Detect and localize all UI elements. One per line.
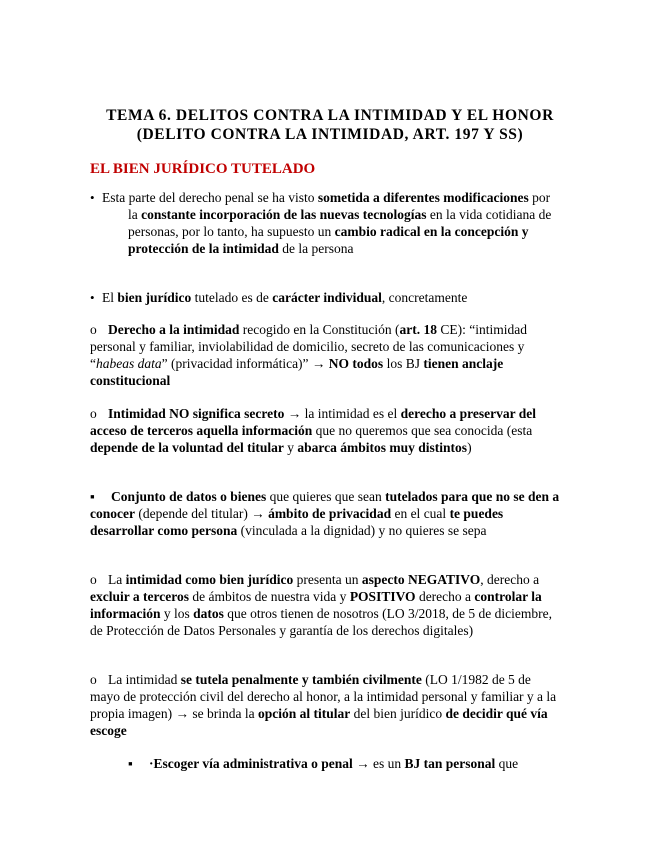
text-run: en el cual <box>391 506 450 521</box>
text-run: que otros tienen de nosotros (LO 3/2018, de 5 de diciembre, de Protección de Datos Personales y garantía de los derechos digitales) <box>90 606 552 638</box>
bold-run: Conjunto de datos o bienes <box>111 489 267 504</box>
bold-run: tutelados para que no se den a conocer <box>90 489 560 521</box>
sub-item <box>90 671 560 739</box>
text-run: de ámbitos de nuestra vida y <box>188 589 350 604</box>
sub-item <box>90 405 560 456</box>
text-run: ) <box>467 440 472 455</box>
text-run: de la persona <box>278 241 354 256</box>
bold-run: sometida a diferentes modificaciones <box>317 190 529 205</box>
bold-run: Intimidad NO significa secreto <box>108 406 285 421</box>
text-run: → es un <box>352 756 405 771</box>
bold-run: cambio radical en la concepción y protección de la intimidad <box>128 224 529 256</box>
sub-item <box>90 488 560 539</box>
document-title <box>60 106 600 144</box>
bold-run: derecho a preservar del acceso de terceros aquella información <box>90 406 536 438</box>
bullet-marker: • <box>90 190 95 205</box>
bold-run: de decidir qué vía escoge <box>90 706 548 738</box>
bullet-text <box>102 189 560 257</box>
bold-run: constante incorporación de las nuevas tecnologías <box>141 207 427 222</box>
bold-run: te puedes desarrollar como persona <box>90 506 504 538</box>
sub-marker: o <box>90 572 97 587</box>
text-run: El <box>102 290 118 305</box>
text-run: del bien jurídico <box>350 706 446 721</box>
bullet-text <box>102 289 560 306</box>
text-run: derecho a <box>415 589 475 604</box>
sub-marker: ▪ <box>128 756 133 771</box>
text-run: recogido en la Constitución ( <box>239 322 400 337</box>
sub-item <box>90 321 560 389</box>
bold-run: intimidad como bien jurídico <box>125 572 294 587</box>
sub-marker: o <box>90 322 97 337</box>
bullet-marker: • <box>90 290 95 305</box>
text-run: que no queremos que sea conocida (esta <box>312 423 533 438</box>
text-run: (vinculada a la dignidad) y no quieres se sepa <box>237 523 487 538</box>
bold-run: datos <box>193 606 224 621</box>
sub-item <box>90 571 560 639</box>
bold-run: art. 18 <box>399 322 437 337</box>
bold-run: NO todos <box>328 356 384 371</box>
bold-run: se tutela penalmente y también civilmente <box>180 672 422 687</box>
text-run: por la <box>128 190 551 222</box>
text-run: tutelado es de <box>191 290 273 305</box>
bold-run: POSITIVO <box>349 589 416 604</box>
text-run: → la intimidad es el <box>284 406 401 421</box>
bold-run: Derecho a la intimidad <box>108 322 240 337</box>
bold-run: bien jurídico <box>117 290 192 305</box>
text-run: que <box>495 756 519 771</box>
text-run: en la vida cotidiana de personas, por lo tanto, ha supuesto un <box>128 207 552 239</box>
text-run: que quieres que sean <box>266 489 386 504</box>
sub-sub-item <box>128 755 568 772</box>
text-run: (depende del titular) → <box>134 506 269 521</box>
text-run: CE): “intimidad personal y familiar, inviolabilidad de domicilio, secreto de las comunicaciones y “ <box>90 322 527 371</box>
bold-run: BJ tan personal <box>404 756 496 771</box>
bold-run: ámbito de privacidad <box>268 506 392 521</box>
bold-run: depende de la voluntad del titular <box>90 440 284 455</box>
title-line-1: TEMA 6. DELITOS CONTRA LA INTIMIDAD Y EL HONOR <box>106 107 554 124</box>
bold-run: tienen anclaje constitucional <box>90 356 504 388</box>
text-run: (LO 1/1982 de 5 de mayo de protección civil del derecho al honor, a la intimidad personal y familiar y a la propia imagen) → se brinda la <box>90 672 557 721</box>
text-run: La <box>108 572 126 587</box>
text-run: , concretamente <box>381 290 468 305</box>
text-run: , derecho a <box>480 572 540 587</box>
title-line-2: (DELITO CONTRA LA INTIMIDAD, ART. 197 Y SS) <box>136 126 524 143</box>
bold-run: ·Escoger vía administrativa o penal <box>149 756 353 771</box>
bold-run: controlar la información <box>90 589 542 621</box>
section-heading: EL BIEN JURÍDICO TUTELADO <box>90 161 316 177</box>
sub-marker: o <box>90 406 97 421</box>
sub-marker: ▪ <box>90 489 95 504</box>
bold-run: excluir a terceros <box>90 589 189 604</box>
text-run: Esta parte del derecho penal se ha visto <box>102 190 318 205</box>
sub-marker: o <box>90 672 97 687</box>
text-run: los BJ <box>383 356 424 371</box>
bold-run: abarca ámbitos muy distintos <box>297 440 468 455</box>
bold-run: opción al titular <box>257 706 351 721</box>
text-run: y <box>283 440 298 455</box>
bold-run: aspecto NEGATIVO <box>361 572 481 587</box>
text-run: La intimidad <box>108 672 181 687</box>
text-run: presenta un <box>293 572 362 587</box>
bold-run: carácter individual <box>272 290 382 305</box>
italic-run: habeas data <box>96 356 162 371</box>
text-run: y los <box>160 606 194 621</box>
text-run: ” (privacidad informática)” → <box>161 356 329 371</box>
